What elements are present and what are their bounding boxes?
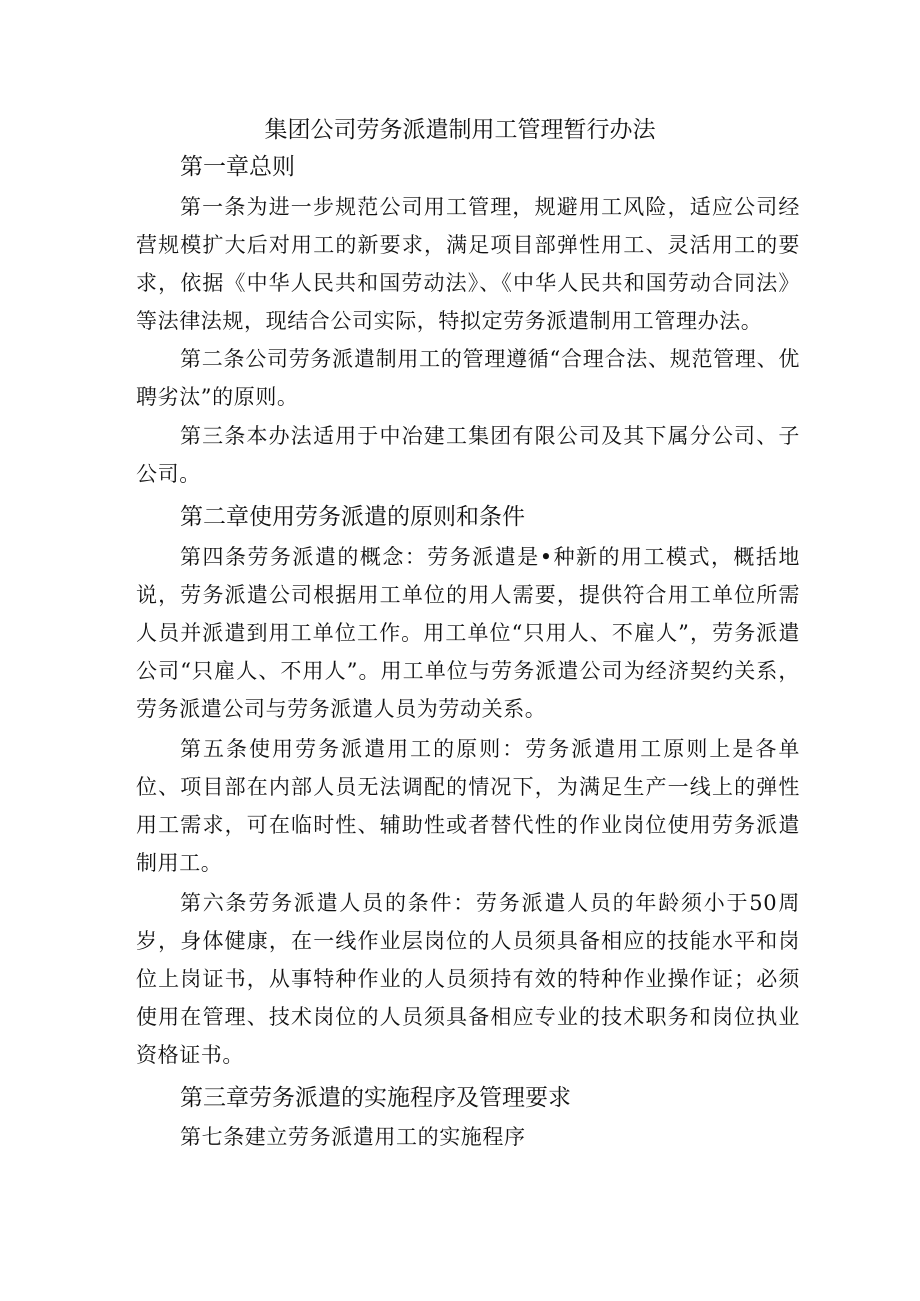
article-4: 第四条劳务派遣的概念：劳务派遣是•种新的用工模式，概括地说，劳务派遣公司根据用工单位的用人需要，提供符合用工单位所需人员并派遣到用工单位工作。用工单位“只用人、不雇人”，劳务派遣公司“只雇人、不用人”。用工单位与劳务派遣公司为经济契约关系，劳务派遣公司与劳务派遣人员为劳动关系。 (136, 545, 800, 721)
document-title: 集团公司劳务派遣制用工管理暂行办法 (264, 117, 656, 143)
article-6: 第六条劳务派遣人员的条件：劳务派遣人员的年龄须小于50周岁，身体健康，在一线作业层岗位的人员须具备相应的技能水平和岗位上岗证书，从事特种作业的人员须持有效的特种作业操作证；必须使用在管理、技术岗位的人员须具备相应专业的技术职务和岗位执业资格证书。 (136, 891, 800, 1067)
article-7: 第七条建立劳务派遣用工的实施程序 (180, 1125, 526, 1149)
chapter-1-heading: 第一章总则 (180, 154, 295, 180)
chapter-2-heading: 第二章使用劳务派遣的原则和条件 (180, 504, 525, 530)
article-5: 第五条使用劳务派遣用工的原则：劳务派遣用工原则上是各单位、项目部在内部人员无法调配的情况下，为满足生产一线上的弹性用工需求，可在临时性、辅助性或者替代性的作业岗位使用劳务派遣制用工。 (136, 737, 800, 875)
chapter-3-heading: 第三章劳务派遣的实施程序及管理要求 (180, 1085, 571, 1111)
article-2: 第二条公司劳务派遣制用工的管理遵循“合理合法、规范管理、优聘劣汰”的原则。 (136, 347, 800, 409)
article-1: 第一条为进一步规范公司用工管理，规避用工风险，适应公司经营规模扩大后对用工的新要求，满足项目部弹性用工、灵活用工的要求，依据《中华人民共和国劳动法》、《中华人民共和国劳动合同法》等法律法规，现结合公司实际，特拟定劳务派遣制用工管理办法。 (136, 195, 800, 333)
article-3: 第三条本办法适用于中冶建工集团有限公司及其下属分公司、子公司。 (136, 424, 800, 486)
